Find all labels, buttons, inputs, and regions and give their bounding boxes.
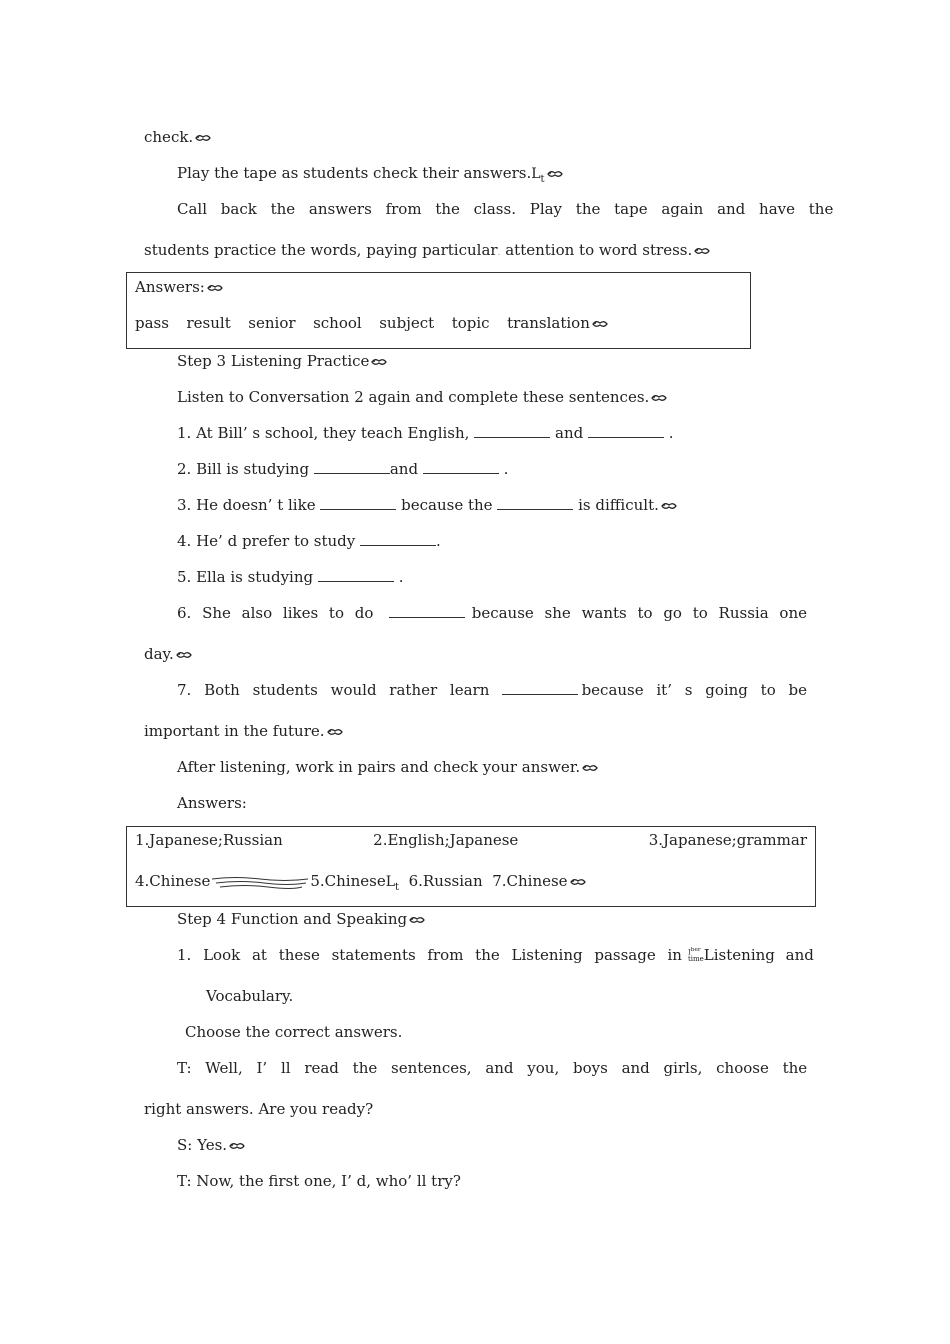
answers-box-2-row-2: 4.Chinese 5.ChineseL$_t$ 6.Russian 7.Chinese <box>135 871 586 898</box>
teacher-line-2: T: Now, the first one, I’ d, who’ ll try? <box>177 1172 461 1190</box>
line-students-practice: students practice the words, paying particular. attention to word stress. <box>144 240 710 263</box>
wavy-lines-icon <box>210 875 310 889</box>
sentence-3: 3. He doesn’ t like because the is difficult. <box>177 495 677 515</box>
blank <box>474 423 550 438</box>
line-call-back: Call back the answers from the class. Play the tape again and have the <box>177 200 834 218</box>
paragraph-mark-icon <box>176 650 192 660</box>
student-line: S: Yes. <box>177 1135 245 1155</box>
blank <box>389 603 465 618</box>
paragraph-mark-icon <box>582 763 598 773</box>
line-play-tape: Play the tape as students check their $answers.L_t$ <box>177 163 563 190</box>
answers-box-1-title: Answers: <box>135 277 223 297</box>
paragraph-mark-icon <box>229 1141 245 1151</box>
lt-mark-icon: $L_t$ <box>531 166 545 185</box>
after-listening: After listening, work in pairs and check your answer. <box>177 757 598 777</box>
paragraph-mark-icon <box>371 357 387 367</box>
sentence-6: 6. She also likes to do because she wants to go to Russia one <box>177 604 807 622</box>
blank <box>423 459 499 474</box>
blank <box>318 567 394 582</box>
answers-box-1-words: pass result senior school subject topic translation <box>135 313 608 333</box>
paragraph-mark-icon <box>694 246 710 256</box>
function-1-cont: Vocabulary. <box>206 987 294 1005</box>
paragraph-mark-icon <box>409 915 425 925</box>
teacher-line-1: T: Well, I’ ll read the sentences, and you, boys and girls, choose the <box>177 1059 808 1077</box>
paragraph-mark-icon <box>195 133 211 143</box>
blank <box>588 423 664 438</box>
paragraph-mark-icon <box>547 169 563 179</box>
step-3-heading: Step 3 Listening Practice <box>177 351 387 371</box>
blank <box>320 495 396 510</box>
blank <box>360 531 436 546</box>
sentence-7: 7. Both students would rather learn because it’ s going to be <box>177 681 807 699</box>
blank <box>502 680 578 695</box>
function-1: 1. Look at these statements from the Listening passage in $I^{ber}$ time Listening and <box>177 946 814 964</box>
sentence-1: 1. At Bill’ s school, they teach English, and . <box>177 424 674 442</box>
answers-box-2-row-1: 1.Japanese;Russian 2.English;Japanese 3.Japanese;grammar <box>135 831 807 849</box>
line-check: check. <box>144 127 211 147</box>
paragraph-mark-icon <box>327 727 343 737</box>
paragraph-mark-icon <box>592 319 608 329</box>
paragraph-mark-icon <box>570 877 586 887</box>
sentence-2: 2. Bill is studying and . <box>177 460 509 478</box>
liber-time-mark-icon: $I^{ber}$ time <box>687 946 704 964</box>
sentence-4: 4. He’ d prefer to study . <box>177 532 441 550</box>
choose-line: Choose the correct answers. <box>185 1023 403 1041</box>
lt-mark-icon: $L_t$ <box>385 874 400 893</box>
paragraph-mark-icon <box>207 283 223 293</box>
answers-label: Answers: <box>177 794 247 812</box>
sentence-6-cont: day. <box>144 644 192 664</box>
teacher-line-1-cont: right answers. Are you ready? <box>144 1100 374 1118</box>
sentence-5: 5. Ella is studying . <box>177 568 404 586</box>
paragraph-mark-icon <box>661 501 677 511</box>
step-4-heading: Step 4 Function and Speaking <box>177 909 425 929</box>
sentence-7-cont: important in the future. <box>144 721 343 741</box>
paragraph-mark-icon <box>651 393 667 403</box>
blank <box>497 495 573 510</box>
blank <box>314 459 390 474</box>
instruction-line: Listen to Conversation 2 again and complete these sentences. <box>177 387 667 407</box>
